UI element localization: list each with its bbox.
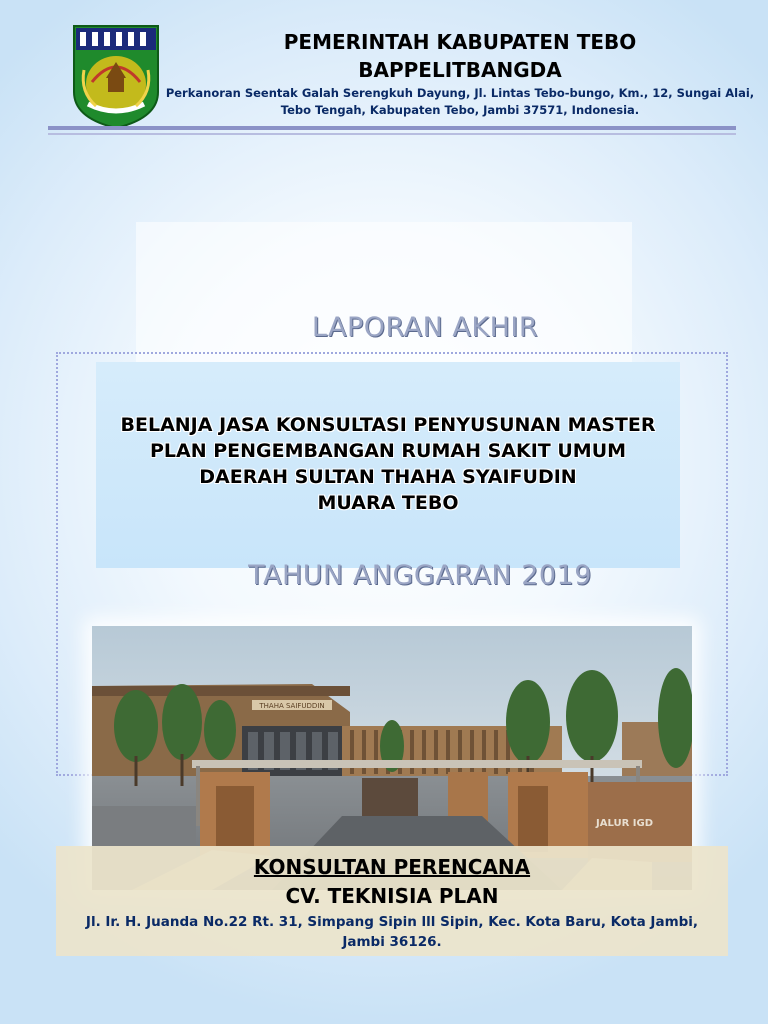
gate-sign-text: JALUR IGD: [596, 818, 654, 829]
letterhead: [0, 0, 768, 150]
budget-year: TAHUN ANGGARAN 2019: [248, 560, 592, 591]
consultant-address: [56, 912, 728, 952]
project-title-line: PLAN PENGEMBANGAN RUMAH SAKIT UMUM: [149, 440, 627, 462]
consultant-address-line: Jl. Ir. H. Juanda No.22 Rt. 31, Simpang Sipin lll Sipin, Kec. Kota Baru, Kota Jambi,: [85, 914, 699, 930]
header-rule-thick: [48, 126, 736, 130]
report-title: LAPORAN AKHIR: [311, 312, 539, 343]
project-title: [96, 412, 680, 516]
project-title-line: MUARA TEBO: [317, 492, 459, 514]
kabupaten-tebo-emblem-icon: [70, 22, 162, 130]
government-name: PEMERINTAH KABUPATEN TEBO: [283, 30, 637, 54]
consultant-address-line: Jambi 36126.: [342, 934, 442, 950]
project-title-line: BELANJA JASA KONSULTASI PENYUSUNAN MASTER: [120, 414, 656, 436]
agency-address: Perkanoran Seentak Galah Serengkuh Dayung, Jl. Lintas Tebo-bungo, Km., 12, Sungai Alai, Tebo Tengah, Kabupaten Tebo, Jambi 37571, Indonesia.: [165, 86, 755, 117]
consultant-label: KONSULTAN PERENCANA: [253, 855, 531, 879]
project-title-line: DAERAH SULTAN THAHA SYAIFUDIN: [199, 466, 577, 488]
building-sign-text: THAHA SAIFUDDIN: [259, 702, 325, 710]
agency-name: BAPPELITBANGDA: [358, 58, 562, 82]
consultant-name: CV. TEKNISIA PLAN: [285, 884, 499, 908]
header-rule-thin: [48, 133, 736, 135]
